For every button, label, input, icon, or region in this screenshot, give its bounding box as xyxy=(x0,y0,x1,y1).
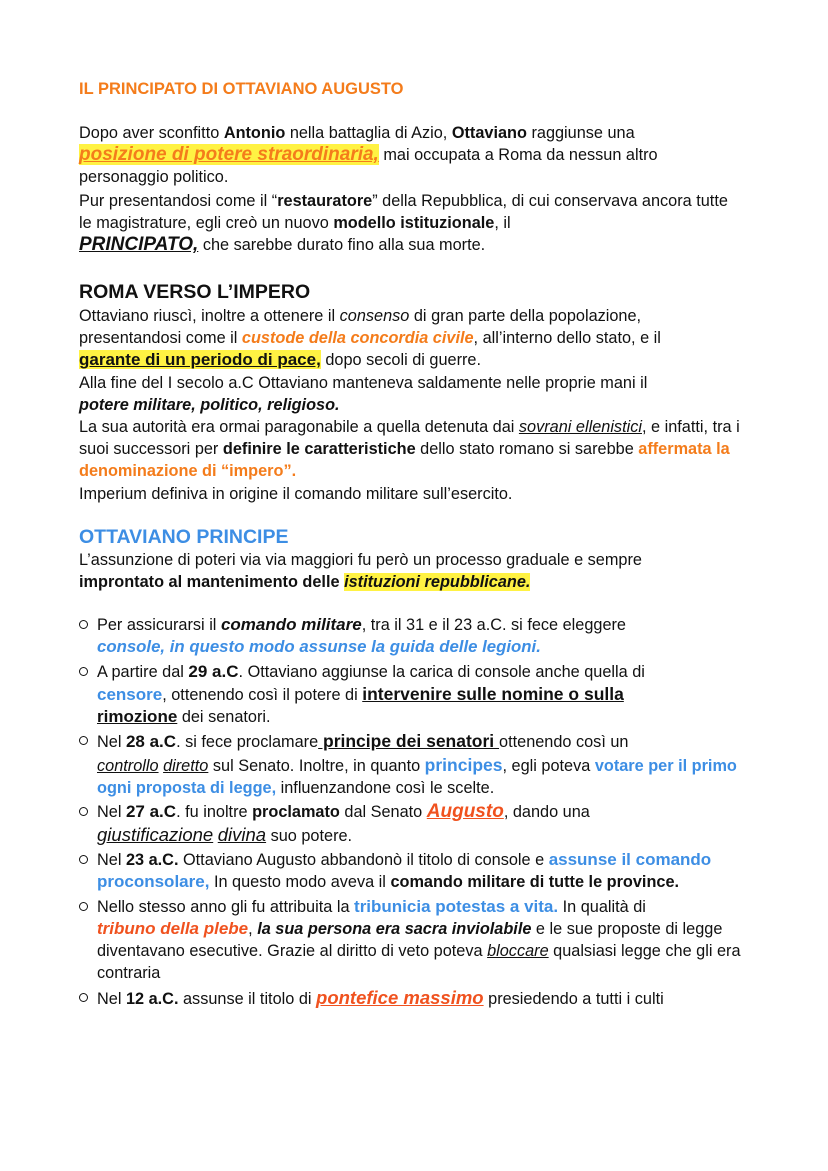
circle-bullet-icon xyxy=(79,667,88,676)
circle-bullet-icon xyxy=(79,993,88,1002)
text: Per assicurarsi il xyxy=(97,616,221,634)
text: Dopo aver sconfitto xyxy=(79,124,224,142)
keyword-sacra: la sua persona era sacra inviolabile xyxy=(257,919,532,938)
text: Nello stesso anno gli fu attribuita la xyxy=(97,897,355,916)
keyword-custode: custode della concordia civile xyxy=(241,329,474,348)
heading-ottaviano-principe: OTTAVIANO PRINCIPE xyxy=(79,526,289,548)
keyword-giustificazione: giustificazione xyxy=(97,823,214,845)
keyword-potere: potere militare, politico, religioso. xyxy=(79,395,340,414)
text: Pur presentandosi come il “ xyxy=(79,192,278,210)
year-27: 27 a.C xyxy=(125,802,177,822)
year-28: 28 a.C xyxy=(125,732,177,752)
text: Nel xyxy=(97,803,126,822)
text: . Ottaviano aggiunse la carica di console anche quella di xyxy=(238,662,645,681)
text: Nel xyxy=(97,850,126,869)
text: , all’interno dello stato, e il xyxy=(473,329,661,348)
text: In questo modo aveva il xyxy=(209,873,391,892)
keyword-pontefice: pontefice massimo xyxy=(316,986,484,1008)
text: , dando una xyxy=(503,803,590,822)
bullet-list xyxy=(79,614,759,1012)
text: Imperium definiva in origine il comando militare sull’esercito. xyxy=(79,484,513,503)
text: nella battaglia di Azio, xyxy=(285,124,452,142)
highlight-posizione: posizione di potere straordinaria, xyxy=(79,144,379,166)
text: che sarebbe durato fino alla sua morte. xyxy=(198,236,486,255)
year-12: 12 a.C. xyxy=(125,989,179,1008)
text: dopo secoli di guerre. xyxy=(320,351,482,370)
text: raggiunse una xyxy=(526,124,635,142)
list-item xyxy=(79,614,759,659)
keyword-proclamato: proclamato xyxy=(252,803,340,822)
circle-bullet-icon xyxy=(79,855,88,864)
text: e le sue proposte di legge diventavano esecutive. Grazie al diritto di veto poteva xyxy=(97,919,723,961)
text: A partire dal xyxy=(97,662,189,681)
text: , ottenendo così il potere di xyxy=(162,685,363,704)
keyword-diretto: diretto xyxy=(163,756,209,775)
keyword-votare: votare per il primo ogni proposta di legge, xyxy=(97,756,737,798)
keyword-console: console, in questo modo assunse la guida delle legioni. xyxy=(97,637,541,657)
text: dal Senato xyxy=(339,803,427,822)
text: mai occupata a Roma da nessun altro personaggio politico. xyxy=(79,146,658,187)
text: Nel xyxy=(97,733,126,752)
text: suo potere. xyxy=(266,826,353,845)
document-title: IL PRINCIPATO DI OTTAVIANO AUGUSTO xyxy=(79,80,404,98)
text: L’assunzione di poteri via via maggiori fu però un processo graduale e sempre xyxy=(79,551,642,569)
keyword-censore: censore xyxy=(97,684,163,704)
highlight-garante: garante di un periodo di pace, xyxy=(79,350,321,370)
text: Ottaviano Augusto abbandonò il titolo di console e xyxy=(178,850,549,869)
text: , e infatti, tra i suoi successori per xyxy=(79,418,740,459)
keyword-tribunicia: tribunicia potestas a vita. xyxy=(354,896,559,916)
list-item xyxy=(79,661,759,729)
roma-paragraph xyxy=(79,305,744,505)
keyword-impero: affermata la denominazione di “impero”. xyxy=(79,440,730,481)
heading-roma-verso-impero: ROMA VERSO L’IMPERO xyxy=(79,281,311,303)
list-item xyxy=(79,801,759,847)
text: di gran parte della popolazione, presentandosi come il xyxy=(79,307,642,348)
principe-paragraph xyxy=(79,549,744,593)
text: assunse il titolo di xyxy=(178,989,317,1008)
text: La sua autorità era ormai paragonabile a quella detenuta dai xyxy=(79,418,519,437)
keyword-intervenire: intervenire sulle nomine o sulla xyxy=(362,683,624,704)
keyword-principes: principes xyxy=(424,754,503,775)
highlight-istituzioni: istituzioni repubblicane. xyxy=(344,573,531,592)
text: , egli poteva xyxy=(502,756,595,775)
keyword-modello-istituzionale: modello istituzionale xyxy=(333,214,495,233)
text: qualsiasi legge che gli era contraria xyxy=(97,942,741,983)
keyword-tribuno: tribuno della plebe xyxy=(97,918,249,938)
circle-bullet-icon xyxy=(79,902,88,911)
list-item xyxy=(79,896,759,985)
text: , il xyxy=(494,214,511,233)
keyword-comando-province: comando militare di tutte le province. xyxy=(390,873,680,892)
keyword-proconsolare: assunse il comando proconsolare, xyxy=(97,849,712,892)
keyword-bloccare: bloccare xyxy=(487,942,549,961)
text: dello stato romano si sarebbe xyxy=(415,440,639,459)
keyword-principe-senatori: principe dei senatori xyxy=(318,731,500,752)
text: Alla fine del I secolo a.C Ottaviano manteneva saldamente nelle proprie mani il xyxy=(79,373,648,392)
keyword-improntato: improntato al mantenimento delle xyxy=(79,573,345,592)
intro-paragraph-1 xyxy=(79,122,739,189)
keyword-antonio: Antonio xyxy=(223,124,286,142)
list-item xyxy=(79,730,759,799)
text: Nel xyxy=(97,989,126,1008)
year-23: 23 a.C. xyxy=(125,850,179,869)
list-item xyxy=(79,849,759,894)
keyword-comando-militare: comando militare xyxy=(220,615,362,634)
text: sul Senato. Inoltre, in quanto xyxy=(208,756,425,775)
keyword-divina: divina xyxy=(217,823,267,845)
keyword-ottaviano: Ottaviano xyxy=(451,124,527,142)
year-29: 29 a.C xyxy=(188,661,239,681)
text: presiedendo a tutti i culti xyxy=(483,989,664,1008)
keyword-augusto: Augusto xyxy=(426,801,504,823)
text: Ottaviano riuscì, inoltre a ottenere il xyxy=(79,307,340,325)
keyword-definire: definire le caratteristiche xyxy=(222,440,416,459)
keyword-controllo: controllo xyxy=(97,756,159,775)
keyword-consenso: consenso xyxy=(339,307,410,325)
keyword-sovrani: sovrani ellenistici xyxy=(518,418,642,437)
text: ” della Repubblica, di cui conservava ancora tutte le magistrature, egli creò un nuovo xyxy=(79,192,728,233)
text: influenzandone così le scelte. xyxy=(276,779,495,798)
keyword-rimozione: rimozione xyxy=(97,707,178,727)
text: ottenendo così un xyxy=(499,733,629,752)
keyword-principato: PRINCIPATO, xyxy=(79,234,199,256)
circle-bullet-icon xyxy=(79,736,88,745)
text: . fu inoltre xyxy=(176,803,253,822)
text: , tra il 31 e il 23 a.C. si fece eleggere xyxy=(361,616,626,634)
list-item xyxy=(79,987,759,1010)
text: dei senatori. xyxy=(177,708,271,727)
text: In qualità di xyxy=(558,897,646,916)
circle-bullet-icon xyxy=(79,807,88,816)
keyword-restauratore: restauratore xyxy=(277,192,373,210)
circle-bullet-icon xyxy=(79,620,88,629)
text: . si fece proclamare xyxy=(176,733,319,752)
text: , xyxy=(248,919,258,938)
intro-paragraph-2 xyxy=(79,190,729,257)
